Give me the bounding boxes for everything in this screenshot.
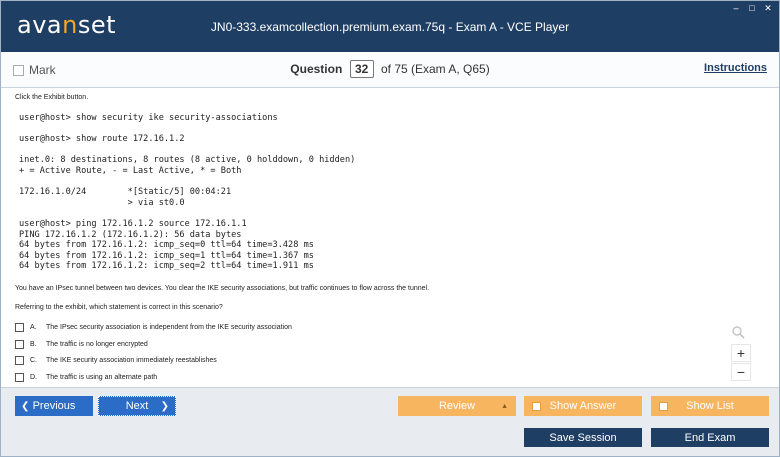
show-list-label: Show List xyxy=(686,400,734,412)
answer-text: The traffic is using an alternate path xyxy=(46,374,158,381)
answer-option-a[interactable] xyxy=(15,323,292,332)
show-answer-button[interactable] xyxy=(524,396,642,416)
chevron-right-icon: ❯ xyxy=(160,400,169,412)
review-button[interactable] xyxy=(398,396,516,416)
checkbox-icon[interactable] xyxy=(15,340,24,349)
window-controls xyxy=(731,3,773,13)
question-prompt: Referring to the exhibit, which statement is correct in this scenario? xyxy=(15,304,223,311)
zoom-in-button[interactable]: + xyxy=(731,344,751,362)
chevron-left-icon: ❮ xyxy=(21,400,30,412)
checkbox-icon[interactable] xyxy=(15,323,24,332)
checkbox-icon[interactable] xyxy=(15,373,24,382)
end-exam-button[interactable]: End Exam xyxy=(651,428,769,447)
previous-label: Previous xyxy=(32,400,76,412)
question-scenario: You have an IPsec tunnel between two devices. You clear the IKE security associations, but traffic continues to flow across the tunnel. xyxy=(15,285,430,292)
instructions-link[interactable]: Instructions xyxy=(704,62,767,74)
answer-letter: B. xyxy=(30,341,37,348)
question-number-input[interactable]: 32 xyxy=(350,60,374,78)
answer-option-c[interactable] xyxy=(15,356,217,365)
save-session-button[interactable]: Save Session xyxy=(524,428,642,447)
previous-button[interactable] xyxy=(15,396,93,416)
question-label: Question xyxy=(290,62,343,76)
title-bar xyxy=(1,1,779,52)
search-icon xyxy=(731,325,745,342)
answer-option-d[interactable] xyxy=(15,373,157,382)
answer-letter: D. xyxy=(30,374,37,381)
answer-text: The traffic is no longer encrypted xyxy=(46,341,148,348)
question-header xyxy=(1,52,779,88)
maximize-icon[interactable]: □ xyxy=(749,3,755,13)
checkbox-icon[interactable] xyxy=(659,402,668,411)
show-list-button[interactable] xyxy=(651,396,769,416)
close-icon[interactable]: ✕ xyxy=(764,3,772,13)
question-indicator xyxy=(1,60,779,78)
next-label: Next xyxy=(125,400,149,412)
answer-text: The IPsec security association is independent from the IKE security association xyxy=(46,324,292,331)
bottom-toolbar xyxy=(1,387,779,456)
answer-letter: C. xyxy=(30,357,37,364)
zoom-out-button[interactable]: − xyxy=(731,363,751,381)
triangle-up-icon: ▲ xyxy=(501,402,508,410)
question-count: of 75 (Exam A, Q65) xyxy=(380,62,490,76)
review-label: Review xyxy=(438,400,476,412)
minimize-icon[interactable]: – xyxy=(733,3,739,13)
window-title: JN0-333.examcollection.premium.exam.75q - Exam A - VCE Player xyxy=(210,20,570,34)
answer-option-b[interactable] xyxy=(15,340,148,349)
exhibit-cli-output: user@host> show security ike security-associations user@host> show route 172.16.1.2 inet.0: 8 destinations, 8 routes (8 active, 0 holddown, 0 hidden) + = Active Route, - = Last Active, * = Both 172.16.1.0/24 *[Static/5] 00:04:21 > via st0.0 user@host> ping 172.16.1.2 source 172.16.1.1 PING 172.16.1.2 (172.16.1.2): 56 data bytes 64 bytes from 172.16.1.2: icmp_seq=0 ttl=64 time=3.428 ms 64 bytes from 172.16.1.2: icmp_seq=1 ttl=64 time=1.367 ms 64 bytes from 172.16.1.2: icmp_seq=2 ttl=64 time=1.911 ms xyxy=(19,113,356,272)
checkbox-icon[interactable] xyxy=(15,356,24,365)
next-button[interactable] xyxy=(98,396,176,416)
app-logo: avanset xyxy=(17,11,117,39)
answer-letter: A. xyxy=(30,324,37,331)
answer-text: The IKE security association immediately reestablishes xyxy=(46,357,217,364)
exhibit-note: Click the Exhibit button. xyxy=(15,94,89,101)
question-content xyxy=(1,89,779,387)
show-answer-label: Show Answer xyxy=(549,400,617,412)
mark-label: Mark xyxy=(29,63,56,77)
checkbox-icon[interactable] xyxy=(532,402,541,411)
